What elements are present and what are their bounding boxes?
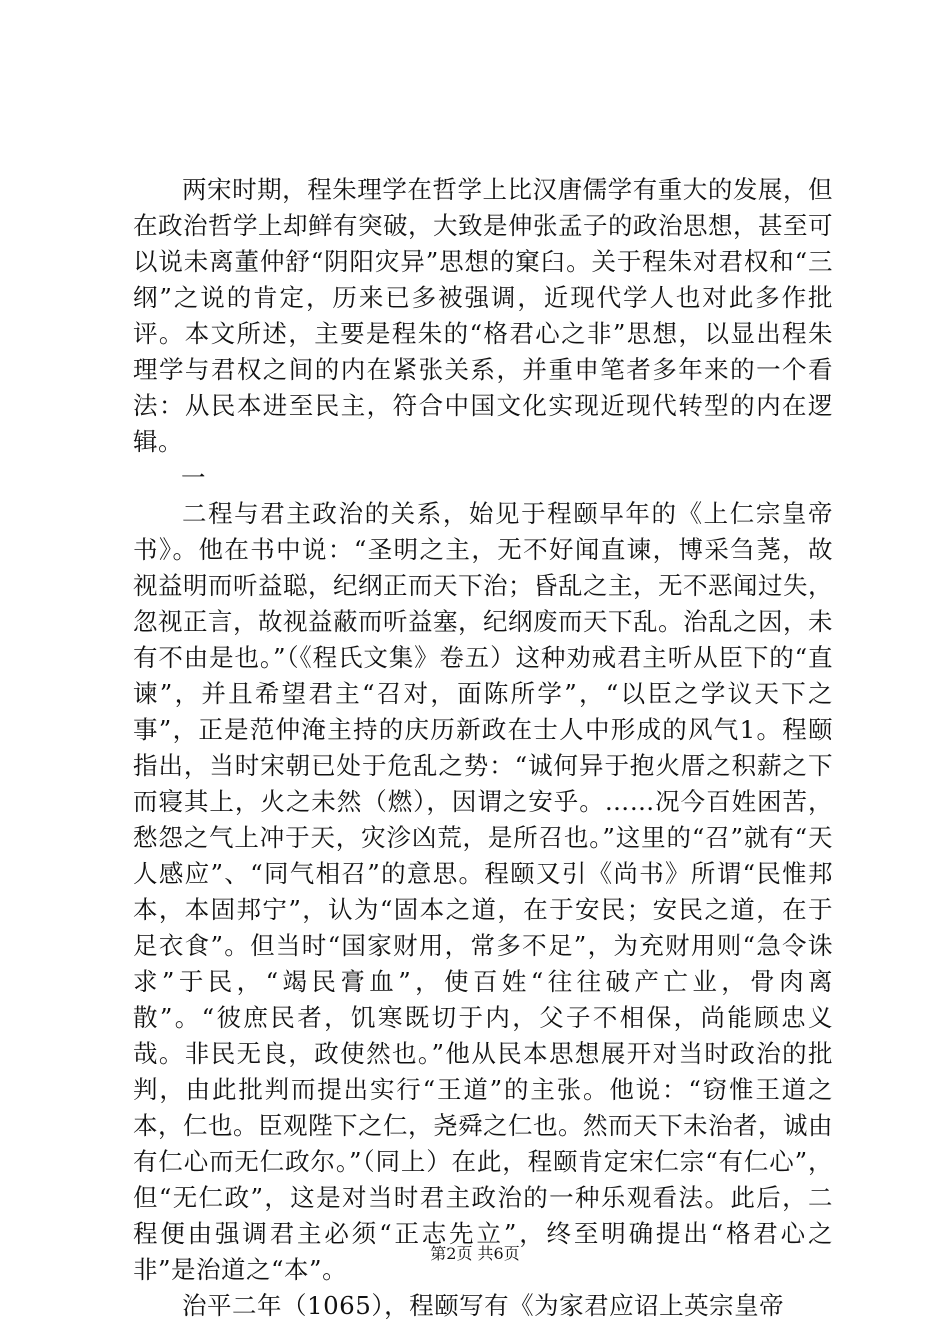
page-footer: 第2页 共6页 <box>430 1244 520 1263</box>
paragraph-continued: 治平二年（1065），程颐写有《为家君应诏上英宗皇帝 <box>182 1291 785 1320</box>
section-heading: 一 <box>181 463 206 492</box>
document-body <box>133 172 833 1324</box>
paragraph-main: 二程与君主政治的关系，始见于程颐早年的《上仁宗皇帝书》。他在书中说：“圣明之主，无不好闻直谏，博采刍荛，故视益明而听益聪，纪纲正而天下治；昏乱之主，无不恶闻过失，忽视正言，故视益蔽而听益塞，纪纲废而天下乱。治乱之因，未有不由是也。”（《程氏文集》卷五）这种劝戒君主听从臣下的“直谏”，并且希望君主“召对，面陈所学”，“以臣之学议天下之事”，正是范仲淹主持的庆历新政在士人中形成的风气1。程颐指出，当时宋朝已处于危乱之势：“诚何异于抱火厝之积薪之下而寝其上，火之未然（燃），因谓之安乎。……况今百姓困苦，愁怨之气上冲于天，灾沴凶荒，是所召也。”这里的“召”就有“天人感应”、“同气相召”的意思。程颐又引《尚书》所谓“民惟邦本，本固邦宁”，认为“固本之道，在于安民；安民之道，在于足衣食”。但当时“国家财用，常多不足”，为充财用则“急令诛求”于民，“竭民膏血”，使百姓“往往破产亡业，骨肉离散”。“彼庶民者，饥寒既切于内，父子不相保，尚能顾忠义哉。非民无良，政使然也。”他从民本思想展开对当时政治的批判，由此批判而提出实行“王道”的主张。他说：“窃惟王道之本，仁也。臣观陛下之仁，尧舜之仁也。然而天下未治者，诚由有仁心而无仁政尔。”（同上）在此，程颐肯定宋仁宗“有仁心”，但“无仁政”，这是对当时君主政治的一种乐观看法。此后，二程便由强调君主必须“正志先立”，终至明确提出“格君心之非”是治道之“本”。 <box>133 499 833 1284</box>
paragraph-intro: 两宋时期，程朱理学在哲学上比汉唐儒学有重大的发展，但在政治哲学上却鲜有突破，大致是伸张孟子的政治思想，甚至可以说未离董仲舒“阴阳灾异”思想的窠臼。关于程朱对君权和“三纲”之说的肯定，历来已多被强调，近现代学人也对此多作批评。本文所述，主要是程朱的“格君心之非”思想，以显出程朱理学与君权之间的内在紧张关系，并重申笔者多年来的一个看法：从民本进至民主，符合中国文化实现近现代转型的内在逻辑。 <box>133 175 833 456</box>
